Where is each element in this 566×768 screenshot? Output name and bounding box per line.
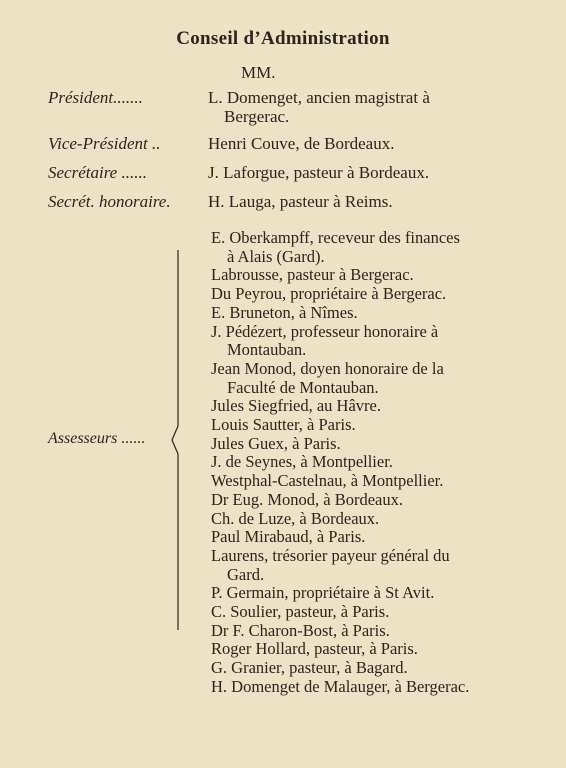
secretaire-honoraire-entry bbox=[208, 192, 508, 211]
vice-president-line-1: Henri Couve, de Bordeaux. bbox=[208, 134, 395, 153]
list-item: Faculté de Montauban. bbox=[227, 377, 379, 397]
list-item: P. Germain, propriétaire à St Avit. bbox=[211, 583, 435, 603]
president-line-2: Bergerac. bbox=[224, 107, 290, 126]
list-item: Jules Siegfried, au Hâvre. bbox=[211, 396, 381, 416]
list-item: Dr Eug. Monod, à Bordeaux. bbox=[211, 489, 404, 509]
page-title: Conseil d’Administration bbox=[176, 28, 390, 49]
role-secretaire-honoraire: Secrét. honoraire. bbox=[48, 192, 171, 211]
secretaire-line-1: J. Laforgue, pasteur à Bordeaux. bbox=[208, 163, 430, 182]
president-entry bbox=[208, 88, 508, 126]
list-item: J. de Seynes, à Montpellier. bbox=[211, 452, 393, 472]
list-item: à Alais (Gard). bbox=[227, 246, 325, 266]
role-secretaire: Secrétaire ...... bbox=[48, 163, 147, 182]
president-line-1: L. Domenget, ancien magistrat à bbox=[208, 88, 430, 107]
list-item: Dr F. Charon-Bost, à Paris. bbox=[211, 620, 390, 640]
list-item: Westphal-Castelnau, à Montpellier. bbox=[211, 471, 444, 491]
list-item: Labrousse, pasteur à Bergerac. bbox=[211, 265, 414, 285]
list-item: Laurens, trésorier payeur général du bbox=[211, 545, 450, 565]
list-item: C. Soulier, pasteur, à Paris. bbox=[211, 602, 390, 622]
role-vice-president: Vice-Président .. bbox=[48, 134, 161, 153]
list-item: Louis Sautter, à Paris. bbox=[211, 415, 356, 435]
list-item: E. Oberkampff, receveur des finances bbox=[211, 228, 460, 247]
brace-bracket bbox=[170, 250, 180, 630]
list-item: Du Peyrou, propriétaire à Bergerac. bbox=[211, 284, 447, 304]
list-item: Paul Mirabaud, à Paris. bbox=[211, 527, 366, 547]
list-item: Ch. de Luze, à Bordeaux. bbox=[211, 508, 380, 528]
list-item: Montauban. bbox=[227, 340, 307, 360]
vice-president-entry bbox=[208, 134, 508, 153]
list-item: Roger Hollard, pasteur, à Paris. bbox=[211, 639, 418, 659]
role-president: Président....... bbox=[48, 88, 143, 107]
list-item: Jean Monod, doyen honoraire de la bbox=[211, 358, 444, 378]
mm-heading: MM. bbox=[241, 63, 276, 82]
list-item: Gard. bbox=[227, 564, 265, 584]
list-item: H. Domenget de Malauger, à Bergerac. bbox=[211, 676, 470, 696]
list-item: E. Bruneton, à Nîmes. bbox=[211, 302, 358, 322]
list-item: G. Granier, pasteur, à Bagard. bbox=[211, 658, 408, 678]
secretaire-entry bbox=[208, 163, 508, 182]
role-assesseurs: Assesseurs ...... bbox=[48, 430, 146, 447]
assessors-list bbox=[211, 229, 511, 697]
secretaire-honoraire-line-1: H. Lauga, pasteur à Reims. bbox=[208, 192, 393, 211]
list-item: Jules Guex, à Paris. bbox=[211, 433, 341, 453]
list-item: J. Pédézert, professeur honoraire à bbox=[211, 321, 439, 341]
